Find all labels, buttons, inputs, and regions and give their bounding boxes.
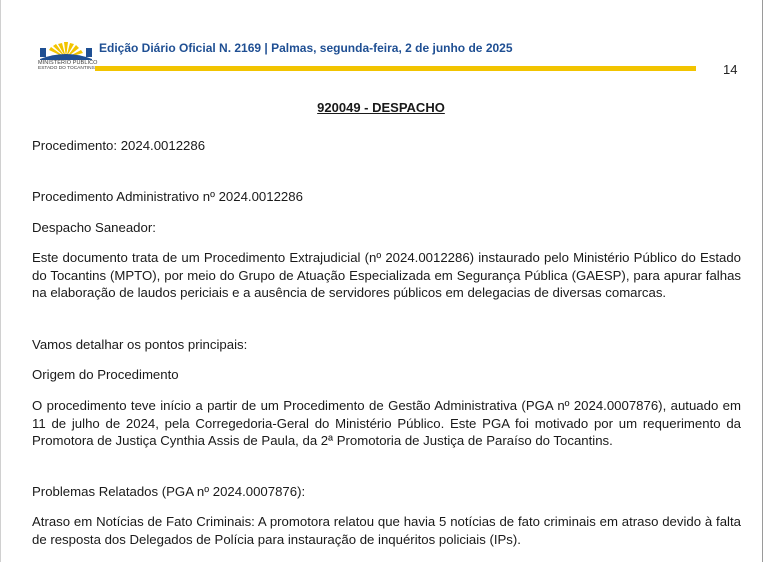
procedure-number-paragraph: Procedimento: 2024.0012286 (32, 138, 206, 153)
order-heading-paragraph: Despacho Saneador: (32, 220, 156, 235)
page-left-border (0, 0, 1, 562)
page-right-border (762, 0, 763, 562)
reported-problems-heading-paragraph: Problemas Relatados (PGA nº 2024.0007876): (32, 484, 306, 499)
criminal-reports-delay-paragraph: Atraso em Notícias de Fato Criminais: A promotora relatou que havia 5 notícias de fato criminais em atraso devido à falta de resposta dos Delegados de Polícia para instauração de inquéritos policiais (IPs). (32, 514, 741, 547)
document-summary-paragraph: Este documento trata de um Procedimento Extrajudicial (nº 2024.0012286) instaurado pelo Ministério Público do Estado do Tocantins (MPTO), por meio do Grupo de Atuação Especializada em Segurança Pública (GAESP), para apurar falhas na elaboração de laudos periciais e a ausência de servidores públicos em delegacias de diversas comarcas. (32, 250, 741, 300)
page-number: 14 (723, 62, 738, 77)
origin-heading-paragraph: Origem do Procedimento (32, 367, 179, 382)
logo-caption-line2: ESTADO DO TOCANTINS (38, 66, 95, 71)
logo-caption-line1: MINISTÉRIO PÚBLICO (38, 60, 98, 66)
administrative-procedure-paragraph: Procedimento Administrativo nº 2024.0012286 (32, 189, 303, 204)
header-divider-bar (95, 66, 696, 71)
gazette-edition-title: Edição Diário Oficial N. 2169 | Palmas, segunda-feira, 2 de junho de 2025 (99, 41, 513, 55)
origin-detail-paragraph: O procedimento teve início a partir de um Procedimento de Gestão Administrativa (PGA nº 2024.0007876), autuado em 11 de julho de 2024, pela Corregedoria-Geral do Ministério Público. Este PGA foi motivado por um requerimento da Promotora de Justiça Cynthia Assis de Paula, da 2ª Promotoria de Justiça de Paraíso do Tocantins. (32, 398, 741, 448)
document-title: 920049 - DESPACHO (317, 100, 445, 115)
main-points-paragraph: Vamos detalhar os pontos principais: (32, 337, 248, 352)
